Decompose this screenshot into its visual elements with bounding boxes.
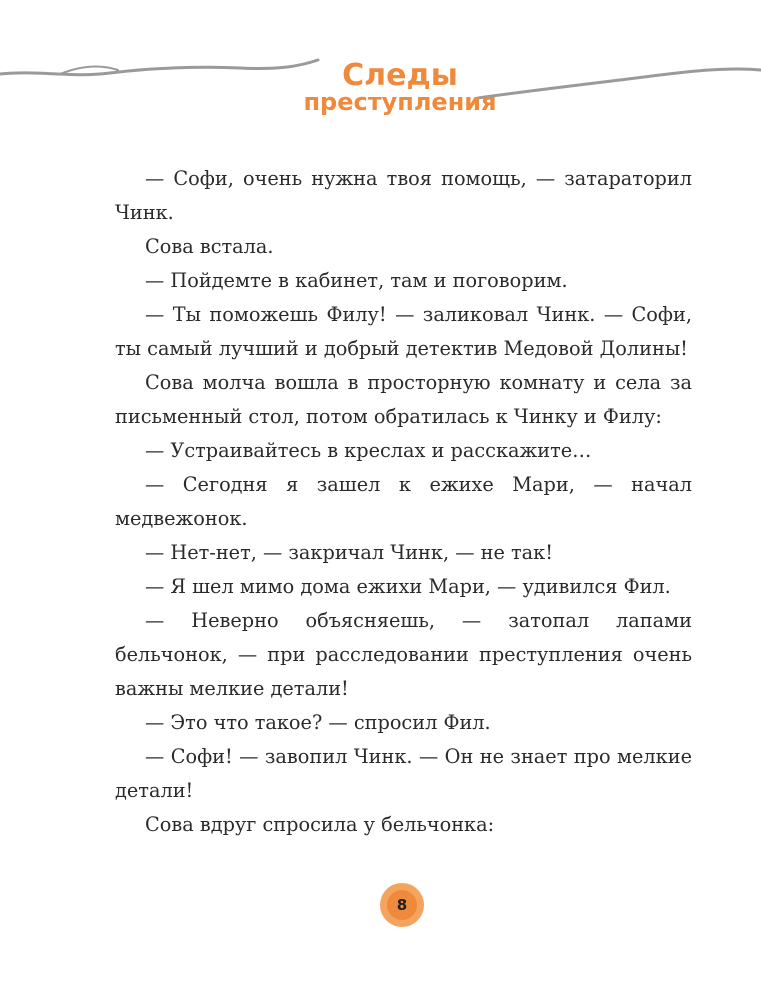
paragraph: Сова молча вошла в просторную комнату и села за письменный стол, потом обратилась к Чинку и Филу:	[115, 371, 692, 428]
page-number-badge	[378, 881, 426, 929]
paragraph: — Пойдемте в кабинет, там и поговорим.	[145, 269, 568, 292]
book-title-line-1: Следы	[342, 58, 458, 93]
paragraph: — Это что такое? — спросил Фил.	[145, 711, 491, 734]
paragraph: — Софи, очень нужна твоя помощь, — затараторил Чинк.	[115, 167, 692, 224]
page-header	[0, 0, 761, 140]
paragraph: — Софи! — завопил Чинк. — Он не знает про мелкие детали!	[115, 745, 692, 802]
paragraph: Сова вдруг спросила у бельчонка:	[145, 813, 495, 836]
story-text	[115, 162, 692, 842]
paragraph: — Я шел мимо дома ежихи Мари, — удивился Фил.	[145, 575, 671, 598]
paragraph: — Ты поможешь Филу! — заликовал Чинк. — Софи, ты самый лучший и добрый детектив Медовой Долины!	[115, 303, 692, 360]
book-title-line-2: преступления	[303, 88, 497, 116]
paragraph: — Неверно объясняешь, — затопал лапами бельчонок, — при расследовании преступления очень важны мелкие детали!	[115, 609, 692, 700]
paragraph: Сова встала.	[145, 235, 274, 258]
paragraph: — Сегодня я зашел к ежихе Мари, — начал медвежонок.	[115, 473, 692, 530]
paragraph: — Устраивайтесь в креслах и расскажите…	[145, 439, 592, 462]
page-number: 8	[396, 896, 408, 914]
paragraph: — Нет-нет, — закричал Чинк, — не так!	[145, 541, 553, 564]
